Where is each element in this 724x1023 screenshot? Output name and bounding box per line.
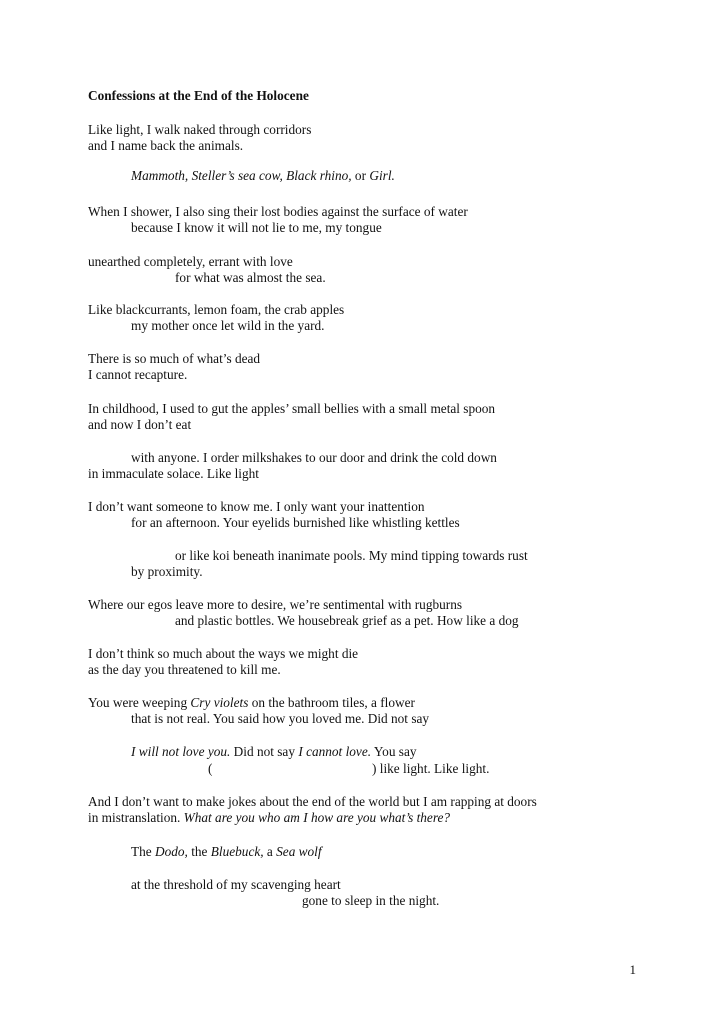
poem-line-paren-open: ( — [208, 761, 213, 776]
poem-line: at the threshold of my scavenging heart — [131, 877, 341, 892]
poem-line: for what was almost the sea. — [175, 270, 326, 285]
italic-text: Dodo, — [155, 844, 188, 859]
text: in mistranslation. — [88, 810, 184, 825]
poem-line: as the day you threatened to kill me. — [88, 662, 281, 677]
poem-line: Where our egos leave more to desire, we’re sentimental with rugburns — [88, 597, 463, 612]
poem-line: because I know it will not lie to me, my tongue — [131, 220, 382, 235]
text: You say — [371, 744, 417, 759]
text: a — [263, 844, 277, 859]
text: The — [131, 844, 155, 859]
poem-line: Like blackcurrants, lemon foam, the crab apples — [88, 302, 345, 317]
poem-line: and plastic bottles. We housebreak grief as a pet. How like a dog — [175, 613, 519, 628]
poem-line: When I shower, I also sing their lost bodies against the surface of water — [88, 204, 468, 219]
poem-line — [131, 744, 417, 760]
poem-line: In childhood, I used to gut the apples’ small bellies with a small metal spoon — [88, 401, 496, 416]
poem-line — [131, 844, 322, 860]
poem-line — [88, 810, 450, 826]
text: Did not say — [230, 744, 299, 759]
poem-line: And I don’t want to make jokes about the end of the world but I am rapping at doors — [88, 794, 537, 809]
text: on the bathroom tiles, a flower — [248, 695, 415, 710]
italic-text: I will not love you. — [131, 744, 231, 759]
poem-title: Confessions at the End of the Holocene — [88, 88, 309, 103]
poem-line: in immaculate solace. Like light — [88, 466, 259, 481]
poem-line: that is not real. You said how you loved me. Did not say — [131, 711, 430, 726]
poem-line: and now I don’t eat — [88, 417, 192, 432]
poem-line: or like koi beneath inanimate pools. My mind tipping towards rust — [175, 548, 528, 563]
poem-line: I don’t think so much about the ways we might die — [88, 646, 359, 661]
italic-text: Girl. — [369, 168, 395, 183]
poem-line: my mother once let wild in the yard. — [131, 318, 325, 333]
poem-line — [88, 695, 415, 711]
poem-line: unearthed completely, errant with love — [88, 254, 293, 269]
poem-line-paren-close: ) like light. Like light. — [372, 761, 490, 776]
italic-text: What are you who am I how are you what’s there? — [183, 810, 451, 825]
poem-line: with anyone. I order milkshakes to our door and drink the cold down — [131, 450, 497, 465]
poem-line: Like light, I walk naked through corridors — [88, 122, 312, 137]
italic-text: Cry violets — [190, 695, 249, 710]
poem-line — [131, 168, 395, 184]
page-number: 1 — [629, 962, 636, 977]
poem-line: for an afternoon. Your eyelids burnished like whistling kettles — [131, 515, 460, 530]
italic-text: Mammoth, Steller’s sea cow, Black rhino, — [131, 168, 352, 183]
text: You were weeping — [88, 695, 191, 710]
poem-line: gone to sleep in the night. — [302, 893, 440, 908]
text: the — [187, 844, 211, 859]
poem-line: and I name back the animals. — [88, 138, 244, 153]
italic-text: Bluebuck, — [210, 844, 264, 859]
text: or — [351, 168, 370, 183]
poem-line: by proximity. — [131, 564, 203, 579]
italic-text: Sea wolf — [276, 844, 322, 859]
poem-line: I cannot recapture. — [88, 367, 188, 382]
poem-line: There is so much of what’s dead — [88, 351, 261, 366]
italic-text: I cannot love. — [298, 744, 372, 759]
poem-line: I don’t want someone to know me. I only want your inattention — [88, 499, 425, 514]
